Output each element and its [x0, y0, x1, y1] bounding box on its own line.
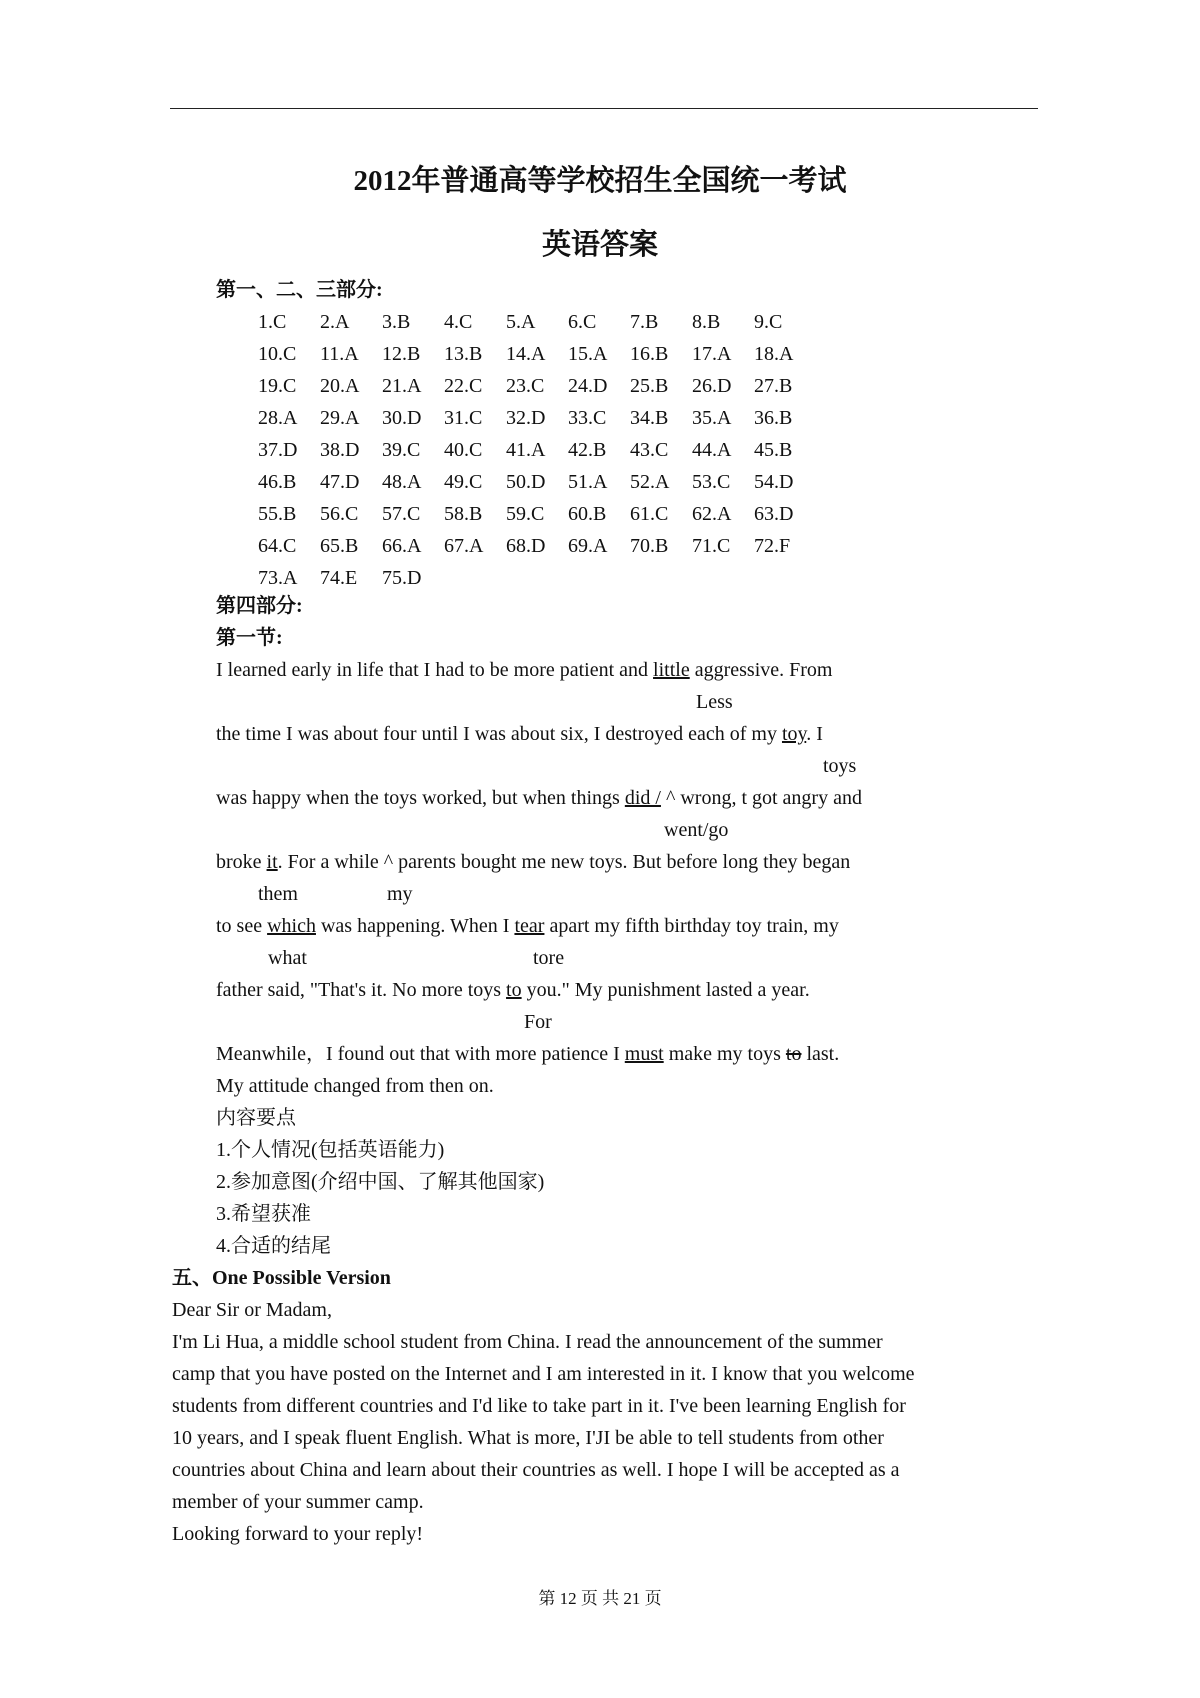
answer-item: 70.B [630, 535, 669, 557]
answer-row [258, 534, 816, 558]
answer-item: 45.B [754, 439, 793, 461]
answer-item: 15.A [568, 343, 608, 365]
passage-line-2: the time I was about four until I was about six, I destroyed each of my toy. I [216, 723, 823, 745]
point-item: 1.个人情况(包括英语能力) [216, 1139, 445, 1161]
answer-item: 33.C [568, 407, 607, 429]
answer-item: 21.A [382, 375, 422, 397]
passage-line-8: My attitude changed from then on. [216, 1075, 494, 1097]
passage-line-5: to see which was happening. When I tear apart my fifth birthday toy train, my [216, 915, 839, 937]
answer-item: 16.B [630, 343, 669, 365]
answer-item: 72.F [754, 535, 791, 557]
correction: them [258, 883, 298, 905]
answer-row [258, 566, 444, 590]
answer-item: 44.A [692, 439, 732, 461]
correction: what [268, 947, 307, 969]
answer-row [258, 406, 816, 430]
answer-item: 19.C [258, 375, 297, 397]
letter-line: countries about China and learn about their countries as well. I hope I will be accepted as a [172, 1459, 900, 1481]
answer-item: 71.C [692, 535, 731, 557]
passage-line-6: father said, "That's it. No more toys to you." My punishment lasted a year. [216, 979, 810, 1001]
answer-item: 29.A [320, 407, 360, 429]
answer-item: 37.D [258, 439, 298, 461]
answer-item: 18.A [754, 343, 794, 365]
answer-item: 64.C [258, 535, 297, 557]
answer-item: 52.A [630, 471, 670, 493]
deleted-word: to [785, 1043, 802, 1065]
part4-heading: 第四部分: [216, 595, 303, 617]
answer-item: 55.B [258, 503, 297, 525]
answer-item: 51.A [568, 471, 608, 493]
answer-item: 25.B [630, 375, 669, 397]
letter-line: member of your summer camp. [172, 1491, 424, 1513]
correction: my [387, 883, 413, 905]
answer-row [258, 342, 816, 366]
answer-item: 5.A [506, 311, 536, 333]
passage-line-4: broke it. For a while ^ parents bought me new toys. But before long they began [216, 851, 851, 873]
passage-line-7: Meanwhile，I found out that with more patience I must make my toys to last. [216, 1043, 840, 1065]
answer-item: 41.A [506, 439, 546, 461]
answer-item: 1.C [258, 311, 287, 333]
answer-row [258, 438, 816, 462]
answer-item: 30.D [382, 407, 422, 429]
letter-line: I'm Li Hua, a middle school student from China. I read the announcement of the summer [172, 1331, 883, 1353]
section1-heading: 第一节: [216, 627, 283, 649]
answer-item: 39.C [382, 439, 421, 461]
answer-item: 62.A [692, 503, 732, 525]
answer-item: 26.D [692, 375, 732, 397]
point-item: 3.希望获准 [216, 1203, 311, 1225]
answer-item: 60.B [568, 503, 607, 525]
error-word: toy [781, 723, 807, 745]
answer-item: 35.A [692, 407, 732, 429]
correction: went/go [664, 819, 729, 841]
letter-greeting: Dear Sir or Madam, [172, 1299, 332, 1321]
page-title: 2012年普通高等学校招生全国统一考试 [353, 165, 847, 197]
letter-line: students from different countries and I'd like to take part in it. I've been learning English for [172, 1395, 906, 1417]
answer-item: 69.A [568, 535, 608, 557]
letter-line: 10 years, and I speak fluent English. What is more, I'JI be able to tell students from other [172, 1427, 884, 1449]
error-word: did / [624, 787, 661, 809]
correction: For [524, 1011, 552, 1033]
answer-item: 27.B [754, 375, 793, 397]
page-subtitle: 英语答案 [541, 229, 658, 261]
answer-item: 36.B [754, 407, 793, 429]
error-word: which [267, 915, 316, 937]
answer-item: 54.D [754, 471, 794, 493]
answer-item: 3.B [382, 311, 411, 333]
answer-item: 10.C [258, 343, 297, 365]
answer-item: 4.C [444, 311, 473, 333]
answer-item: 42.B [568, 439, 607, 461]
error-word: to [506, 979, 522, 1001]
error-word: it [266, 851, 278, 873]
points-heading: 内容要点 [216, 1107, 296, 1129]
error-word: must [624, 1043, 664, 1065]
answer-item: 17.A [692, 343, 732, 365]
point-item: 4.合适的结尾 [216, 1235, 331, 1257]
answer-item: 24.D [568, 375, 608, 397]
answer-item: 13.B [444, 343, 483, 365]
part123-heading: 第一、二、三部分: [216, 279, 383, 301]
answer-item: 63.D [754, 503, 794, 525]
answer-row [258, 470, 816, 494]
answer-item: 28.A [258, 407, 298, 429]
letter-line: camp that you have posted on the Internet and I am interested in it. I know that you welcome [172, 1363, 915, 1385]
answer-item: 61.C [630, 503, 669, 525]
answer-item: 2.A [320, 311, 350, 333]
correction: toys [823, 755, 857, 777]
answer-row [258, 374, 816, 398]
answer-item: 6.C [568, 311, 597, 333]
answer-item: 43.C [630, 439, 669, 461]
answer-item: 22.C [444, 375, 483, 397]
answer-item: 38.D [320, 439, 360, 461]
point-item: 2.参加意图(介绍中国、了解其他国家) [216, 1171, 545, 1193]
passage-line-3: was happy when the toys worked, but when things did / ^ wrong, t got angry and [216, 787, 862, 809]
answer-item: 67.A [444, 535, 484, 557]
letter-closing: Looking forward to your reply! [172, 1523, 424, 1545]
answer-item: 73.A [258, 567, 298, 589]
page-footer: 第 12 页 共 21 页 [538, 1589, 662, 1608]
answer-item: 53.C [692, 471, 731, 493]
correction: tore [533, 947, 565, 969]
answer-item: 47.D [320, 471, 360, 493]
answer-item: 9.C [754, 311, 783, 333]
error-word: tear [514, 915, 545, 937]
answer-item: 65.B [320, 535, 359, 557]
answer-item: 8.B [692, 311, 721, 333]
answer-item: 49.C [444, 471, 483, 493]
answer-item: 56.C [320, 503, 359, 525]
answer-item: 57.C [382, 503, 421, 525]
answer-row [258, 310, 816, 334]
answer-item: 46.B [258, 471, 297, 493]
passage-line-1: I learned early in life that I had to be more patient and little aggressive. From [216, 659, 833, 681]
correction: Less [696, 691, 733, 713]
top-rule [170, 108, 1038, 109]
answer-item: 75.D [382, 567, 422, 589]
answer-item: 74.E [320, 567, 358, 589]
answer-item: 34.B [630, 407, 669, 429]
answer-item: 48.A [382, 471, 422, 493]
answer-row [258, 502, 816, 526]
answer-item: 32.D [506, 407, 546, 429]
answer-item: 68.D [506, 535, 546, 557]
answer-item: 59.C [506, 503, 545, 525]
answer-item: 58.B [444, 503, 483, 525]
answer-item: 20.A [320, 375, 360, 397]
answer-item: 23.C [506, 375, 545, 397]
part5-heading: 五、One Possible Version [172, 1267, 391, 1289]
error-word: little [653, 659, 690, 681]
answer-item: 7.B [630, 311, 659, 333]
answer-item: 11.A [320, 343, 359, 365]
answer-item: 66.A [382, 535, 422, 557]
answer-item: 31.C [444, 407, 483, 429]
answer-item: 50.D [506, 471, 546, 493]
answer-item: 14.A [506, 343, 546, 365]
answer-item: 40.C [444, 439, 483, 461]
answer-item: 12.B [382, 343, 421, 365]
